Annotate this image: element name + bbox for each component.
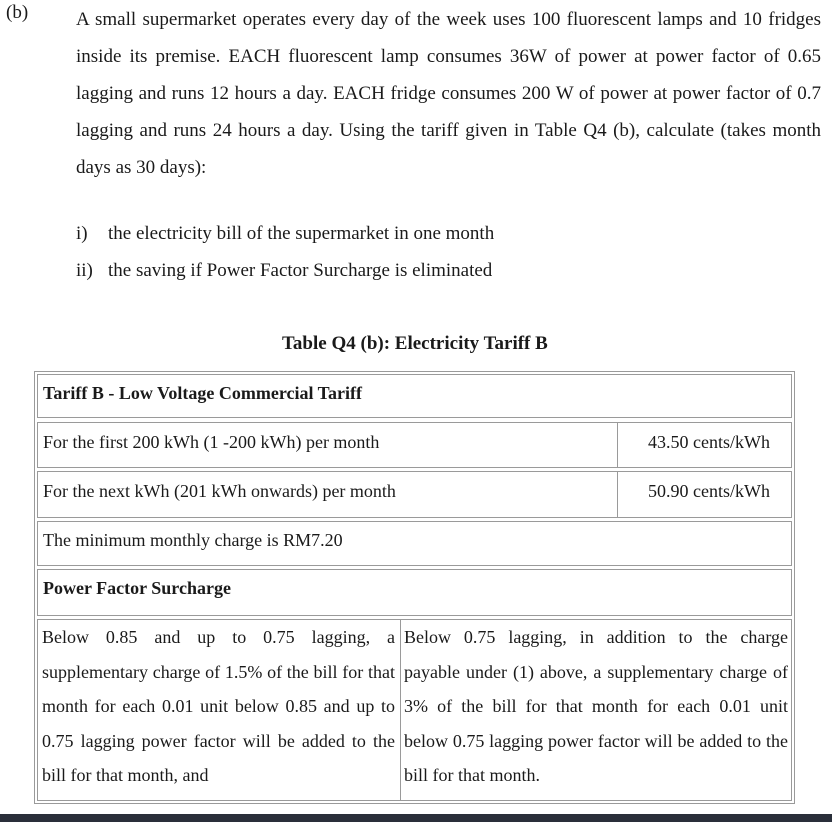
- table-header: Tariff B - Low Voltage Commercial Tariff: [43, 383, 362, 403]
- rate-value: 43.50 cents/kWh: [648, 432, 770, 452]
- rate-value: 50.90 cents/kWh: [648, 481, 770, 501]
- table-row: [37, 471, 792, 518]
- question-item-text: the saving if Power Factor Surcharge is eliminated: [108, 260, 493, 281]
- rate-description: For the first 200 kWh (1 -200 kWh) per month: [43, 432, 380, 452]
- table-header-row: [37, 374, 792, 418]
- pf-detail-row: [37, 619, 792, 801]
- pf-rule-severe: Below 0.75 lagging, in addition to the charge payable under (1) above, a supplementary charge of 3% of the bill for that month for each 0.01 unit below 0.75 lagging power factor will be added to the bill for that month.: [404, 627, 788, 785]
- minimum-charge: The minimum monthly charge is RM7.20: [43, 530, 343, 550]
- window-bottom-edge: [0, 814, 832, 822]
- question-item-number: i): [76, 223, 88, 244]
- pf-header: Power Factor Surcharge: [43, 578, 231, 598]
- question-paragraph: A small supermarket operates every day of the week uses 100 fluorescent lamps and 10 fridges inside its premise. EACH fluorescent lamp consumes 36W of power at power factor of 0.65 lagging and runs 12 hours a day. EACH fridge consumes 200 W of power at power factor of 0.7 lagging and runs 24 hours a day. Using the tariff given in Table Q4 (b), calculate (takes month days as 30 days):: [76, 9, 821, 178]
- rate-cell: [617, 472, 791, 517]
- question-item-number: ii): [76, 260, 93, 281]
- column-divider: [400, 620, 401, 800]
- rate-cell: [617, 423, 791, 467]
- question-item-text: the electricity bill of the supermarket in one month: [108, 223, 495, 244]
- table-row: [37, 422, 792, 468]
- tariff-table: [34, 371, 795, 804]
- rate-description: For the next kWh (201 kWh onwards) per month: [43, 481, 396, 501]
- table-caption: Table Q4 (b): Electricity Tariff B: [282, 333, 548, 354]
- question-label: (b): [6, 2, 29, 23]
- pf-header-row: [37, 569, 792, 616]
- minimum-charge-row: [37, 521, 792, 566]
- pf-rule-moderate: Below 0.85 and up to 0.75 lagging, a supplementary charge of 1.5% of the bill for that month for each 0.01 unit below 0.85 and up to 0.75 lagging power factor will be added to the bill for that month, and: [42, 627, 395, 785]
